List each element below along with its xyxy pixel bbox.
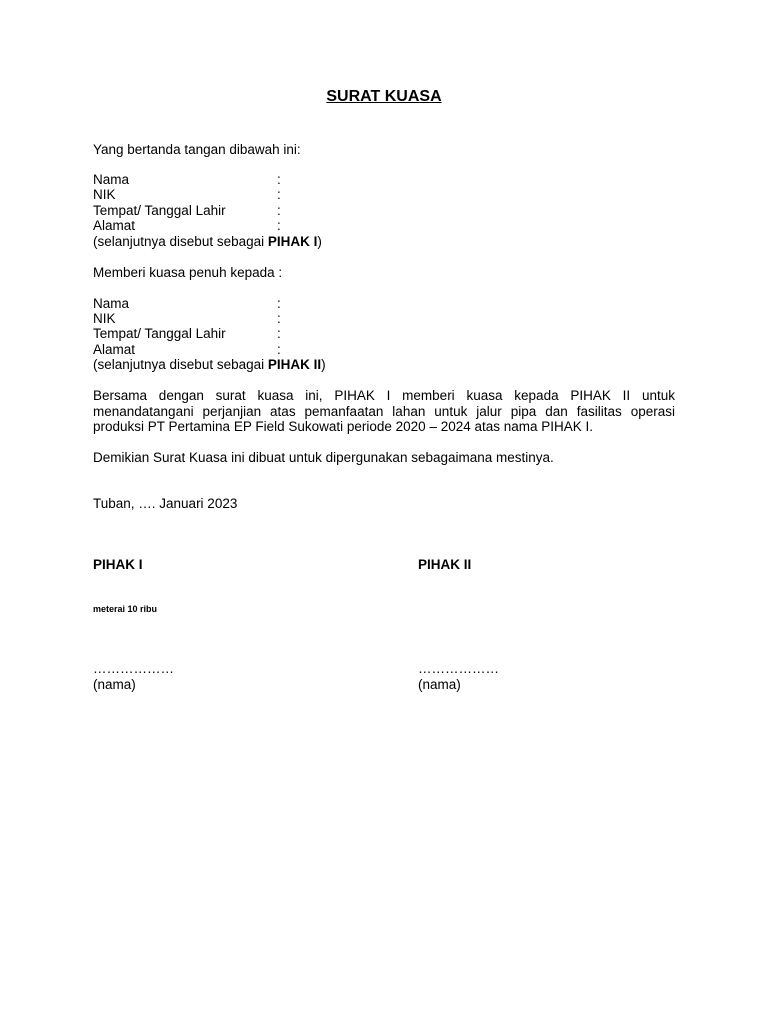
pihak1-note-suffix: ): [317, 234, 322, 249]
pihak2-nama-colon: :: [277, 296, 281, 311]
pihak1-nama-label: Nama: [93, 172, 130, 187]
signature-pihak2-name: (nama): [418, 677, 461, 692]
place-date: Tuban, …. Januari 2023: [93, 496, 238, 511]
closing-text: Demikian Surat Kuasa ini dibuat untuk dipergunakan sebagaimana mestinya.: [93, 450, 554, 465]
grant-intro-text: Memberi kuasa penuh kepada :: [93, 265, 283, 280]
pihak2-nik-colon: :: [277, 311, 281, 326]
pihak1-nik-colon: :: [277, 187, 281, 202]
document-title: SURAT KUASA: [326, 88, 442, 105]
pihak2-note: [93, 357, 326, 373]
pihak1-note-bold: PIHAK I: [267, 234, 318, 249]
pihak2-note-prefix: (selanjutnya disebut sebagai: [93, 357, 268, 372]
pihak1-ttl-colon: :: [277, 203, 281, 218]
pihak2-ttl-label: Tempat/ Tanggal Lahir: [93, 326, 226, 341]
pihak2-nik-label: NIK: [93, 311, 116, 326]
signature-pihak1-dots: ………………: [93, 661, 174, 676]
signature-pihak2-dots: ………………: [418, 661, 499, 676]
signature-pihak2-title: PIHAK II: [418, 557, 472, 572]
pihak2-note-bold: PIHAK II: [267, 357, 322, 372]
signature-pihak1-name: (nama): [93, 677, 136, 692]
meterai-label: meterai 10 ribu: [93, 604, 158, 614]
pihak2-note-suffix: ): [321, 357, 326, 372]
intro-text: Yang bertanda tangan dibawah ini:: [93, 142, 301, 157]
pihak1-nama-colon: :: [277, 172, 281, 187]
pihak2-alamat-label: Alamat: [93, 342, 136, 357]
pihak1-ttl-label: Tempat/ Tanggal Lahir: [93, 203, 226, 218]
pihak1-note: [93, 234, 322, 250]
pihak2-nama-label: Nama: [93, 296, 130, 311]
pihak1-note-prefix: (selanjutnya disebut sebagai: [93, 234, 268, 249]
pihak2-alamat-colon: :: [277, 342, 281, 357]
body-paragraph: Bersama dengan surat kuasa ini, PIHAK I memberi kuasa kepada PIHAK II untuk menandatangani perjanjian atas pemanfaatan lahan untuk jalur pipa dan fasilitas operasi produksi PT Pertamina EP Field Sukowati periode 2020 – 2024 atas nama PIHAK I.: [93, 388, 675, 434]
pihak1-alamat-colon: :: [277, 218, 281, 233]
pihak1-alamat-label: Alamat: [93, 218, 136, 233]
pihak1-nik-label: NIK: [93, 187, 116, 202]
signature-pihak1-title: PIHAK I: [93, 557, 143, 572]
pihak2-ttl-colon: :: [277, 326, 281, 341]
